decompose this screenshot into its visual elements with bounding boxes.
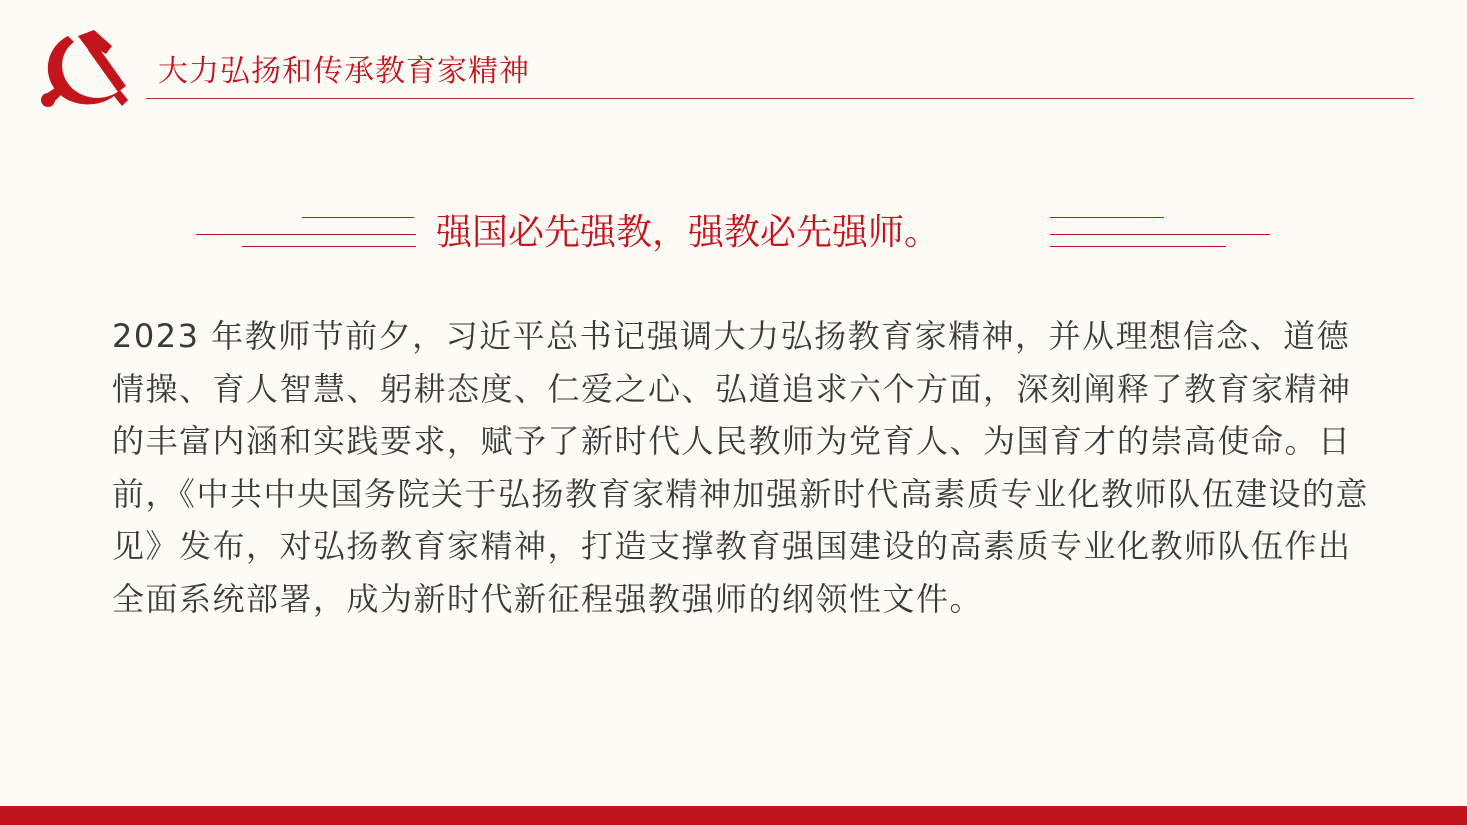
- left-decorative-lines: [190, 208, 430, 258]
- headline-banner: [0, 208, 1467, 258]
- headline-text: 强国必先强教，强教必先强师。: [436, 212, 941, 253]
- hammer-and-sickle-icon: [38, 30, 128, 112]
- right-decorative-lines: [1040, 208, 1280, 258]
- page-title: 大力弘扬和传承教育家精神: [158, 54, 530, 89]
- header-divider: [146, 98, 1414, 99]
- body-paragraph: 2023 年教师节前夕，习近平总书记强调大力弘扬教育家精神，并从理想信念、道德情操、育人智慧、躬耕态度、仁爱之心、弘道追求六个方面，深刻阐释了教育家精神的丰富内涵和实践要求，赋予了新时代人民教师为党育人、为国育才的崇高使命。日前，《中共中央国务院关于弘扬教育家精神加强新时代高素质专业化教师队伍建设的意见》发布，对弘扬教育家精神，打造支撑教育强国建设的高素质专业化教师队伍作出全面系统部署，成为新时代新征程强教强师的纲领性文件。: [112, 317, 1370, 618]
- bottom-accent-bar: [0, 806, 1467, 825]
